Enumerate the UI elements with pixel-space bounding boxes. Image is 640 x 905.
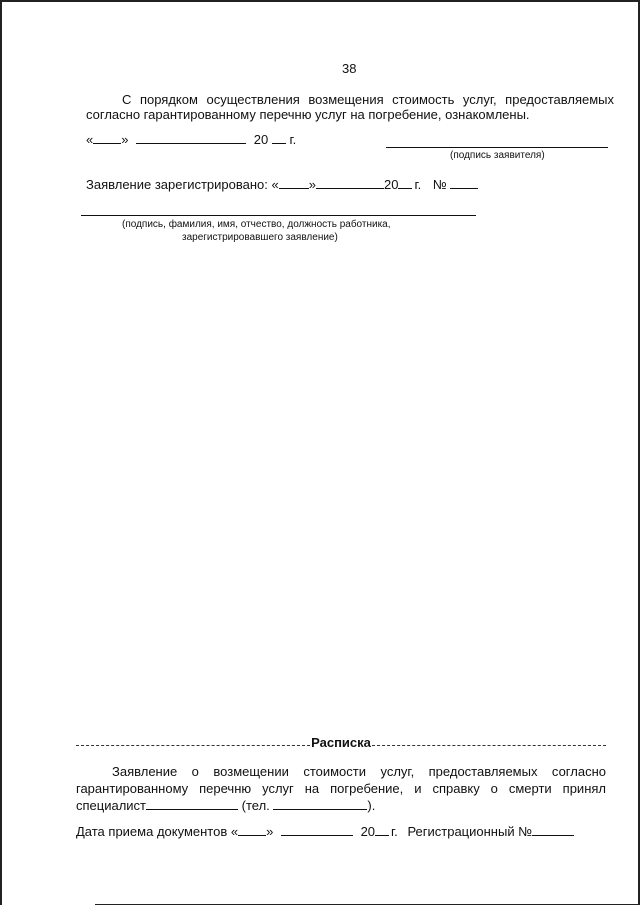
notice-line-1: С порядком осуществления возмещения стоимость услуг, предоставляемых xyxy=(122,92,614,107)
cut-line-right xyxy=(372,745,606,746)
notice-paragraph xyxy=(86,92,614,122)
employee-signature-line[interactable] xyxy=(81,215,476,216)
acceptance-day-blank[interactable] xyxy=(238,823,266,836)
year-prefix: 20 xyxy=(253,132,269,147)
registered-year-blank[interactable] xyxy=(398,176,412,189)
month-blank[interactable] xyxy=(136,131,246,144)
registered-label: Заявление зарегистрировано: « xyxy=(86,177,279,192)
acceptance-month-blank[interactable] xyxy=(281,823,353,836)
receipt-line-2: гарантированному перечню услуг на погребение, и справку о смерти принял xyxy=(76,781,606,796)
receipt-paragraph xyxy=(76,763,606,814)
acceptance-year-suffix: г. xyxy=(391,824,398,839)
employee-caption-line-1: (подпись, фамилия, имя, отчество, должность работника, xyxy=(122,219,391,230)
acceptance-year-blank[interactable] xyxy=(375,823,389,836)
specialist-blank[interactable] xyxy=(146,797,238,810)
registered-year-suffix: г. xyxy=(414,177,422,192)
registration-number-label: Регистрационный № xyxy=(407,824,533,839)
acknowledgement-date xyxy=(86,131,296,147)
registered-close-quote: » xyxy=(308,177,316,192)
registered-year-prefix: 20 xyxy=(383,177,399,192)
receipt-line-1: Заявление о возмещении стоимости услуг, предоставляемых согласно xyxy=(112,764,606,779)
notice-line-2: согласно гарантированному перечню услуг на погребение, ознакомлены. xyxy=(86,107,530,122)
receipt-title: Расписка xyxy=(311,735,371,750)
date-close-quote: » xyxy=(121,132,129,147)
employee-caption-line-2: зарегистрировавшего заявление) xyxy=(182,232,338,243)
registered-number-sign: № xyxy=(432,177,447,192)
receipt-separator xyxy=(76,735,606,750)
date-open-quote: « xyxy=(86,132,94,147)
acceptance-label: Дата приема документов « xyxy=(76,824,239,839)
registered-day-blank[interactable] xyxy=(279,176,309,189)
scan-border-left xyxy=(0,0,2,905)
registered-number-blank[interactable] xyxy=(450,176,478,189)
cut-line-left xyxy=(76,745,310,746)
registered-month-blank[interactable] xyxy=(316,176,384,189)
acceptance-year-prefix: 20 xyxy=(360,824,376,839)
applicant-signature-line[interactable] xyxy=(386,147,608,148)
acceptance-close-quote: » xyxy=(266,824,274,839)
acceptance-line xyxy=(76,823,574,839)
phone-blank[interactable] xyxy=(273,797,367,810)
applicant-signature-caption: (подпись заявителя) xyxy=(450,150,545,161)
phone-close: ). xyxy=(367,798,376,813)
registration-number-blank[interactable] xyxy=(532,823,574,836)
scan-border-top xyxy=(0,0,640,2)
registration-line xyxy=(86,176,478,192)
year-blank[interactable] xyxy=(272,131,286,144)
year-suffix: г. xyxy=(289,132,297,147)
day-blank[interactable] xyxy=(93,131,121,144)
specialist-label: специалист xyxy=(76,798,147,813)
page-number: 38 xyxy=(342,61,357,76)
phone-label: (тел. xyxy=(241,798,270,813)
receipt-line-3 xyxy=(76,797,606,814)
